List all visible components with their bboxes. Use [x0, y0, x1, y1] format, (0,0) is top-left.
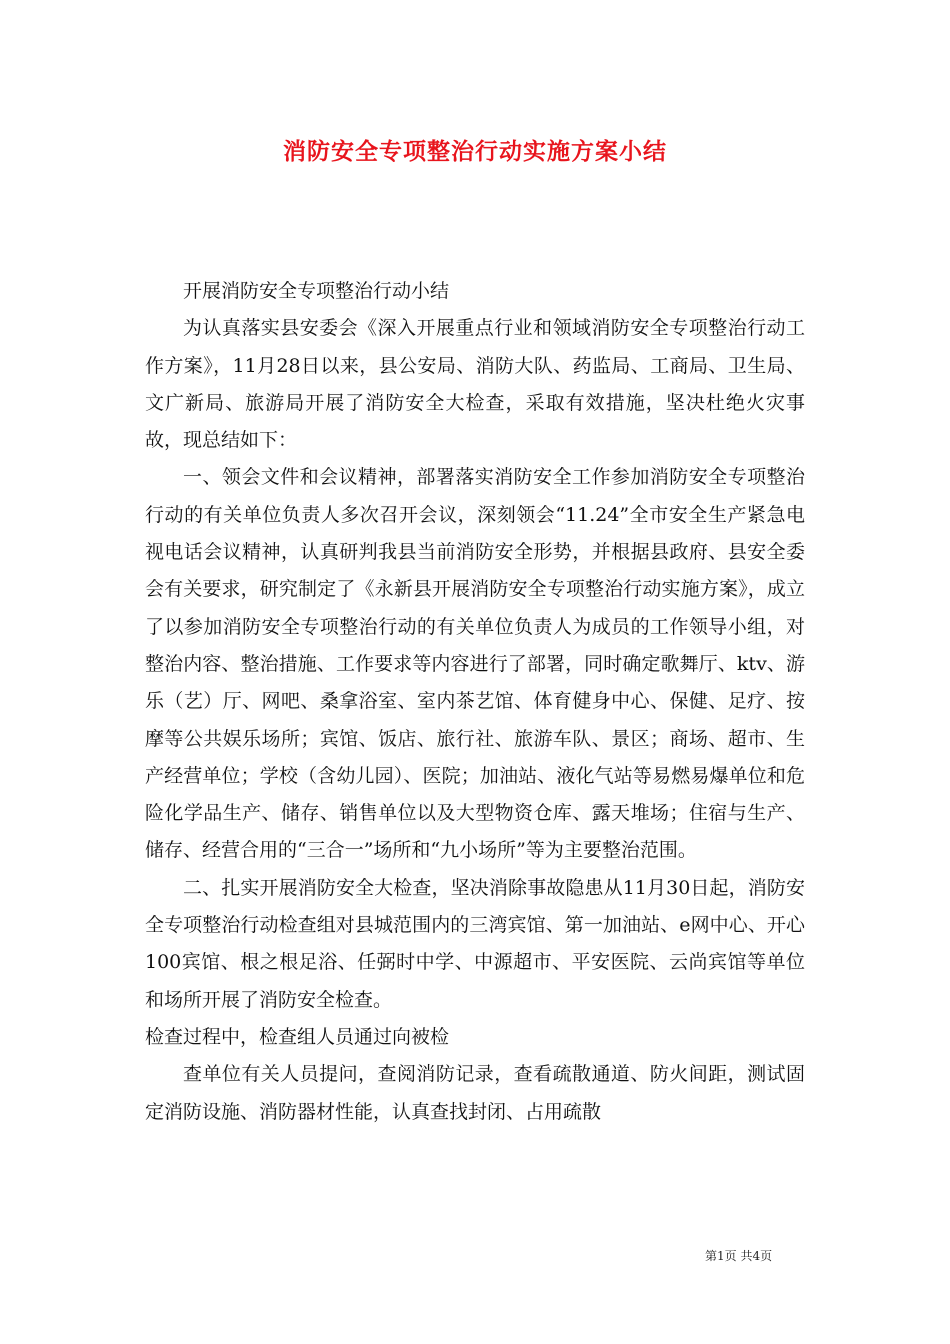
paragraph-section-two: 二、扎实开展消防安全大检查，坚决消除事故隐患从11月30日起，消防安全专项整治行动检查组对县城范围内的三湾宾馆、第一加油站、e网中心、开心100宾馆、根之根足浴、任弼时中学、中源超市、平安医院、云尚宾馆等单位和场所开展了消防安全检查。	[145, 876, 805, 1011]
footer-total-pages: 4	[752, 1249, 761, 1263]
page-number-footer	[705, 1247, 772, 1264]
document-title: 消防安全专项整治行动实施方案小结	[283, 138, 667, 165]
footer-prefix: 第	[705, 1249, 718, 1263]
footer-suffix: 页	[760, 1249, 773, 1263]
paragraph-inspection-detail: 查单位有关人员提问，查阅消防记录，查看疏散通道、防火间距，测试固定消防设施、消防器材性能，认真查找封闭、占用疏散	[145, 1063, 805, 1123]
footer-mid: 页 共	[724, 1249, 753, 1263]
footer-current-page: 1	[717, 1249, 725, 1263]
paragraph-subtitle: 开展消防安全专项整治行动小结	[183, 280, 450, 302]
paragraph-inspection-process: 检查过程中，检查组人员通过向被检	[145, 1025, 450, 1048]
document-body	[145, 273, 805, 1131]
paragraph-section-one: 一、领会文件和会议精神，部署落实消防安全工作参加消防安全专项整治行动的有关单位负责人多次召开会议，深刻领会“11.24”全市安全生产紧急电视电话会议精神，认真研判我县当前消防安全形势，并根据县政府、县安全委会有关要求，研究制定了《永新县开展消防安全专项整治行动实施方案》，成立了以参加消防安全专项整治行动的有关单位负责人为成员的工作领导小组，对整治内容、整治措施、工作要求等内容进行了部署，同时确定歌舞厅、ktv、游乐（艺）厅、网吧、桑拿浴室、室内茶艺馆、体育健身中心、保健、足疗、按摩等公共娱乐场所；宾馆、饭店、旅行社、旅游车队、景区；商场、超市、生产经营单位；学校（含幼儿园）、医院；加油站、液化气站等易燃易爆单位和危险化学品生产、储存、销售单位以及大型物资仓库、露天堆场；住宿与生产、储存、经营合用的“三合一”场所和“九小场所”等为主要整治范围。	[145, 466, 805, 862]
paragraph-intro: 为认真落实县安委会《深入开展重点行业和领域消防安全专项整治行动工作方案》，11月28日以来，县公安局、消防大队、药监局、工商局、卫生局、文广新局、旅游局开展了消防安全大检查，采取有效措施，坚决杜绝火灾事故，现总结如下：	[145, 317, 805, 452]
